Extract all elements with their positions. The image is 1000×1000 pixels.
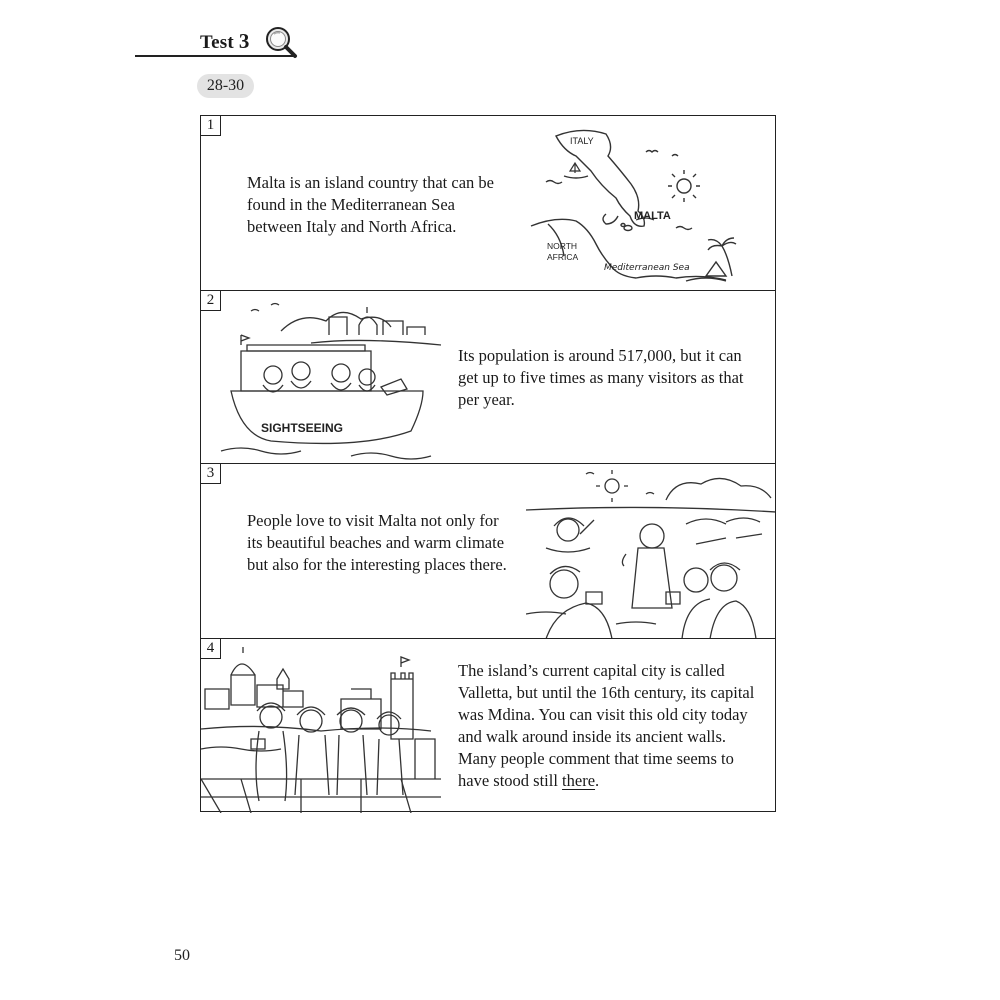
beach-illustration xyxy=(526,464,775,639)
panel-text: Malta is an island country that can be found in the Mediterranean Sea between Italy and North Africa. xyxy=(247,173,494,236)
panel-number: 3 xyxy=(201,464,221,484)
panel-number: 4 xyxy=(201,639,221,659)
map-label-sea: Mediterranean Sea xyxy=(604,263,690,273)
map-label-africa: AFRICA xyxy=(547,252,579,262)
map-label-italy: ITALY xyxy=(570,136,594,146)
old-city-illustration xyxy=(201,639,441,813)
page-number: 50 xyxy=(174,947,190,964)
test-title xyxy=(200,29,250,54)
panel-4 xyxy=(201,639,775,813)
test-title-word: Test xyxy=(200,32,234,53)
panel-3 xyxy=(201,464,775,639)
panel-number: 1 xyxy=(201,116,221,136)
test-title-number: 3 xyxy=(238,29,250,53)
underlined-word-there: there xyxy=(562,771,596,790)
boat-label: SIGHTSEEING xyxy=(261,421,344,435)
panel-number: 2 xyxy=(201,291,221,311)
panel-2 xyxy=(201,291,775,464)
map-label-north: NORTH xyxy=(547,241,578,251)
page-header xyxy=(135,24,305,60)
panel-text-main: The island’s current capital city is called Valletta, but until the 16th century, its capital was Mdina. You can visit this old city today and walk around inside its ancient walls. Many people comment that time seems to have stood still xyxy=(458,661,755,790)
question-range-badge: 28-30 xyxy=(197,74,254,98)
map-label-malta: MALTA xyxy=(634,210,671,222)
panel-1 xyxy=(201,116,775,291)
panel-text: Its population is around 517,000, but it can get up to five times as many visitors as that per year. xyxy=(458,346,744,409)
magnifier-icon xyxy=(263,24,299,60)
sightseeing-boat-illustration xyxy=(211,291,446,464)
panel-text: People love to visit Malta not only for its beautiful beaches and warm climate but also for the interesting places there. xyxy=(247,511,507,574)
panel-text xyxy=(458,660,758,792)
malta-map-illustration xyxy=(526,116,775,291)
panel-text-end: . xyxy=(595,771,600,790)
story-panels xyxy=(200,115,776,812)
